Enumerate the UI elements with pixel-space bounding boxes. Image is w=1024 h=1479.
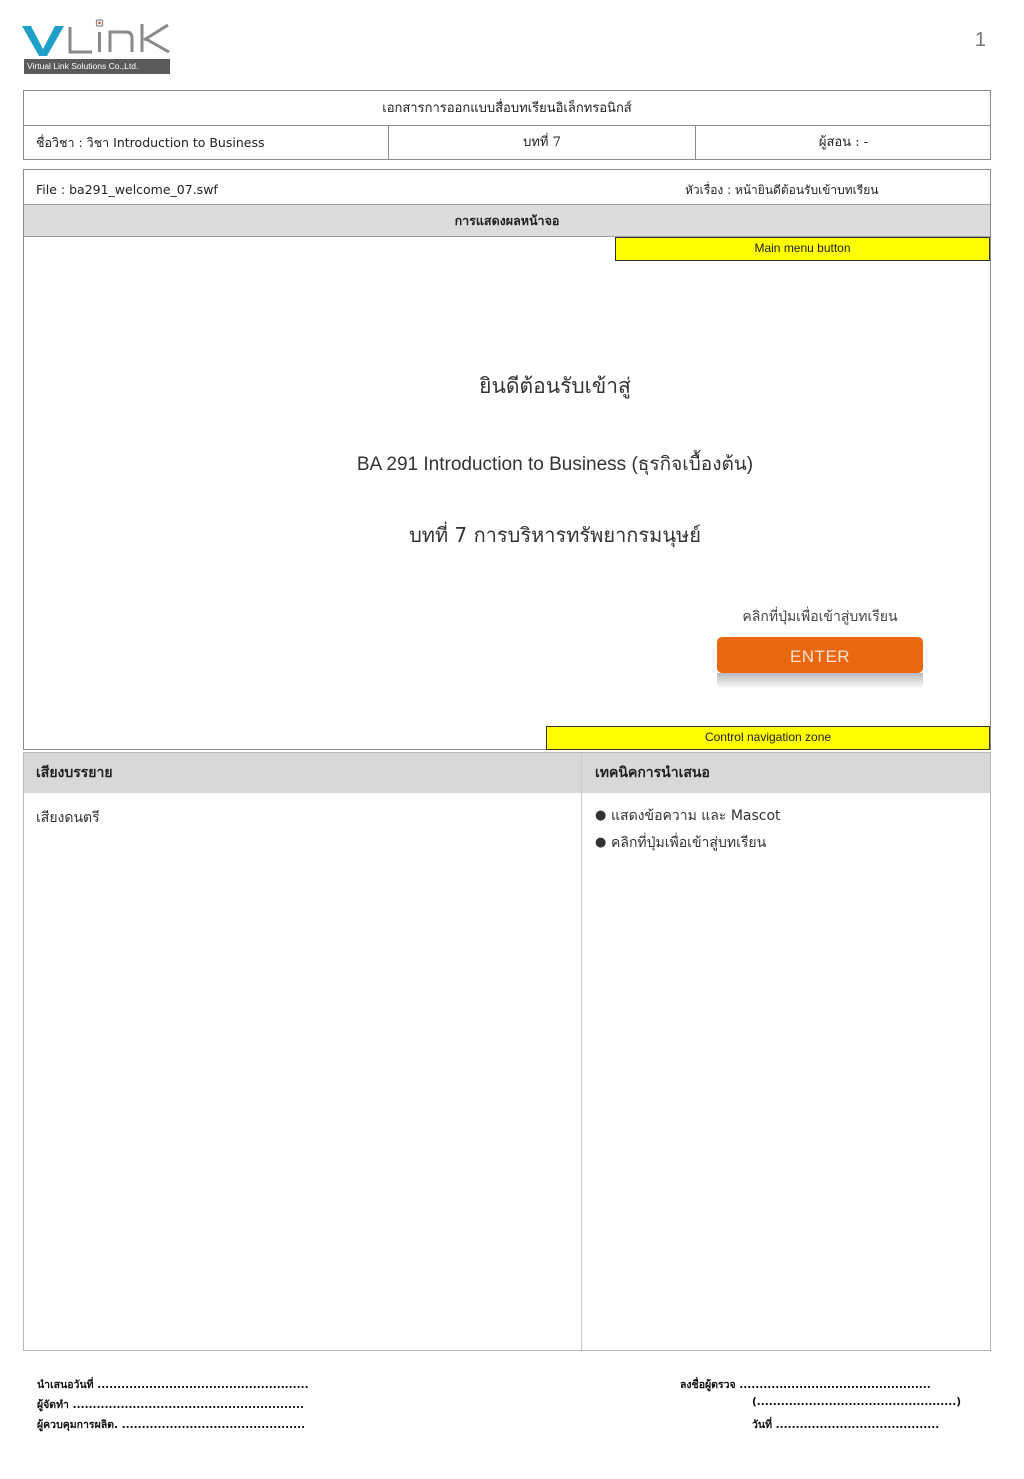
document-title: เอกสารการออกแบบสื่อบทเรียนอิเล็กทรอนิกส์ bbox=[24, 91, 990, 126]
technique-item: แสดงข้อความ และ Mascot bbox=[611, 808, 781, 824]
file-name: File : ba291_welcome_07.swf bbox=[36, 182, 218, 197]
control-navigation-zone[interactable]: Control navigation zone bbox=[546, 726, 990, 750]
narration-table-header bbox=[24, 753, 990, 793]
review-date-line: วันที่ ......................................... bbox=[752, 1419, 940, 1431]
technique-list bbox=[595, 804, 781, 858]
bullet-icon: ● bbox=[595, 808, 607, 823]
instructor: ผู้สอน : - bbox=[695, 126, 991, 159]
lesson-number: บทที่ 7 bbox=[388, 126, 695, 159]
document-header-table bbox=[23, 90, 991, 160]
enter-hint-text: คลิกที่ปุ่มเพื่อเข้าสู่บทเรียน bbox=[742, 609, 898, 625]
enter-button-reflection bbox=[717, 673, 923, 689]
file-info-row bbox=[24, 170, 990, 204]
topic: หัวเรื่อง : หน้ายินดีต้อนรับเข้าบทเรียน bbox=[685, 183, 879, 197]
bullet-icon: ● bbox=[595, 835, 607, 850]
production-controller-line: ผู้ควบคุมการผลิต. .............................................. bbox=[37, 1419, 306, 1431]
main-menu-button-zone[interactable]: Main menu button bbox=[615, 237, 990, 261]
reviewer-signature-line: ลงชื่อผู้ตรวจ ................................................ bbox=[680, 1379, 931, 1391]
technique-item: คลิกที่ปุ่มเพื่อเข้าสู่บทเรียน bbox=[611, 835, 767, 851]
course-name: ชื่อวิชา : วิชา Introduction to Business bbox=[36, 135, 265, 150]
screen-display-header: การแสดงผลหน้าจอ bbox=[24, 204, 990, 237]
list-item bbox=[595, 804, 781, 831]
narration-technique-table bbox=[23, 752, 991, 1351]
course-full-title: BA 291 Introduction to Business (ธุรกิจเบื้องต้น) bbox=[356, 454, 754, 475]
narration-column-header: เสียงบรรยาย bbox=[36, 765, 113, 781]
page-number: 1 bbox=[974, 29, 986, 51]
vlink-logo bbox=[22, 16, 172, 76]
screen-design-frame bbox=[23, 169, 991, 750]
technique-column-header: เทคนิคการนำเสนอ bbox=[595, 765, 710, 781]
welcome-text: ยินดีต้อนรับเข้าสู่ bbox=[479, 374, 631, 398]
list-item bbox=[595, 831, 781, 858]
enter-button[interactable]: ENTER bbox=[717, 637, 923, 673]
producer-line: ผู้จัดทำ .......................................................... bbox=[37, 1399, 304, 1411]
column-divider bbox=[581, 753, 582, 1350]
header-info-row bbox=[24, 126, 990, 159]
reviewer-name-line: (..................................................) bbox=[752, 1396, 962, 1408]
logo-tagline: Virtual Link Solutions Co.,Ltd. bbox=[24, 59, 170, 74]
narration-text: เสียงดนตรี bbox=[36, 810, 100, 826]
presented-date-line: นำเสนอวันที่ ..................................................... bbox=[37, 1379, 309, 1391]
lesson-title: บทที่ 7 การบริหารทรัพยากรมนุษย์ bbox=[409, 523, 701, 547]
vlink-wordmark-icon bbox=[22, 16, 172, 58]
